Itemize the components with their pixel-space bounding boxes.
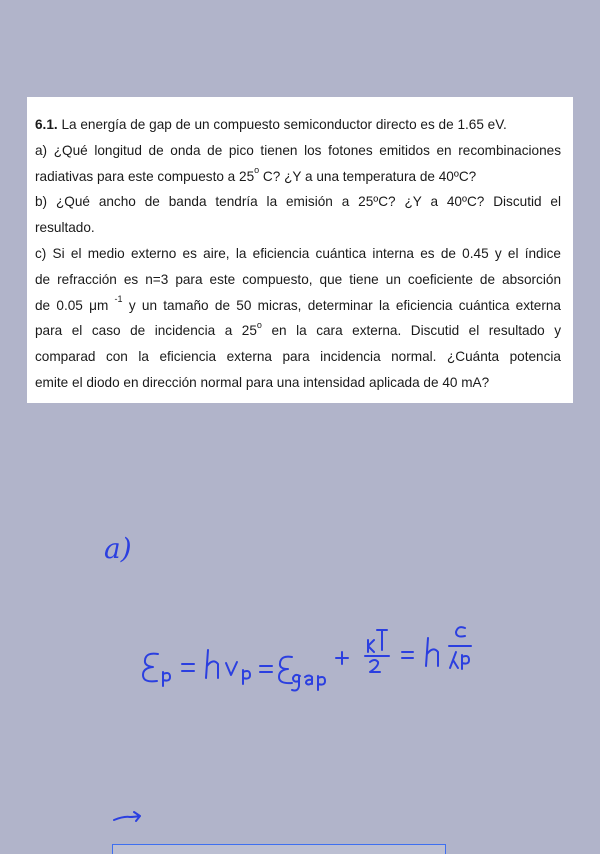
part-b-line-2: resultado. (35, 220, 95, 236)
hw-subscript-p (163, 672, 170, 686)
part-c-line-5: comparad con la eficiencia externa para incidencia normal. ¿Cuánta potencia (35, 349, 561, 365)
exponent-sup: -1 (114, 294, 123, 305)
problem-intro-text: La energía de gap de un compuesto semiconductor directo es de 1.65 eV. (57, 117, 507, 132)
handwritten-item-label: a) (104, 532, 132, 565)
hw-fraction-lambda (450, 652, 469, 669)
hw-symbol-E (143, 654, 158, 682)
hw-subscript-gap (292, 675, 325, 691)
hw-equals-1 (182, 664, 194, 671)
part-c-line-3-post: y un tamaño de 50 micras, determinar la eficiencia cuántica externa (122, 297, 561, 313)
hw-fraction-2 (370, 660, 380, 672)
hw-equals-3 (402, 652, 413, 658)
hw-plus (336, 652, 348, 664)
part-a-line-1: a) ¿Qué longitud de onda de pico tienen los fotones emitidos en recombinaciones (35, 142, 561, 158)
part-a-line-2-post: C? ¿Y a una temperatura de 40ºC? (259, 168, 477, 184)
part-b-line-1: b) ¿Qué ancho de banda tendría la emisión a 25ºC? ¿Y a 40ºC? Discutid el (35, 194, 561, 210)
degree-sup-2: o (256, 319, 262, 330)
hw-fraction-kT (368, 630, 387, 652)
hw-symbol-h-2 (426, 638, 438, 666)
part-c-line-4 (35, 318, 561, 344)
hw-subscript-p-2 (243, 670, 250, 684)
hw-equals-2 (260, 666, 272, 672)
hw-symbol-nu (226, 662, 237, 675)
hw-fraction-c (456, 627, 465, 636)
part-c-line-3 (35, 293, 561, 319)
problem-number: 6.1. (35, 117, 58, 132)
part-a-line-2 (35, 164, 561, 190)
part-c-line-1: c) Si el medio externo es aire, la eficiencia cuántica interna es de 0.45 y el índice (35, 245, 561, 261)
problem-intro (35, 112, 561, 138)
hw-symbol-E-gap (279, 657, 292, 684)
part-c-line-4-pre: para el caso de incidencia a 25 (35, 323, 257, 339)
hw-arrow-stroke (114, 812, 140, 821)
part-c-line-2: de refracción es n=3 para este compuesto, que tiene un coeficiente de absorción (35, 271, 561, 287)
part-c-line-6: emite el diodo en dirección normal para una intensidad aplicada de 40 mA? (35, 374, 490, 390)
part-a-line-2-pre: radiativas para este compuesto a 25 (35, 168, 255, 184)
degree-sup: o (254, 165, 260, 176)
part-c-line-3-pre: de 0.05 μm (35, 297, 115, 313)
input-field[interactable] (112, 844, 446, 854)
hw-symbol-h (206, 650, 218, 678)
problem-statement-card (27, 97, 573, 403)
part-c-line-4-post: en la cara externa. Discutid el resultado y (261, 323, 562, 339)
